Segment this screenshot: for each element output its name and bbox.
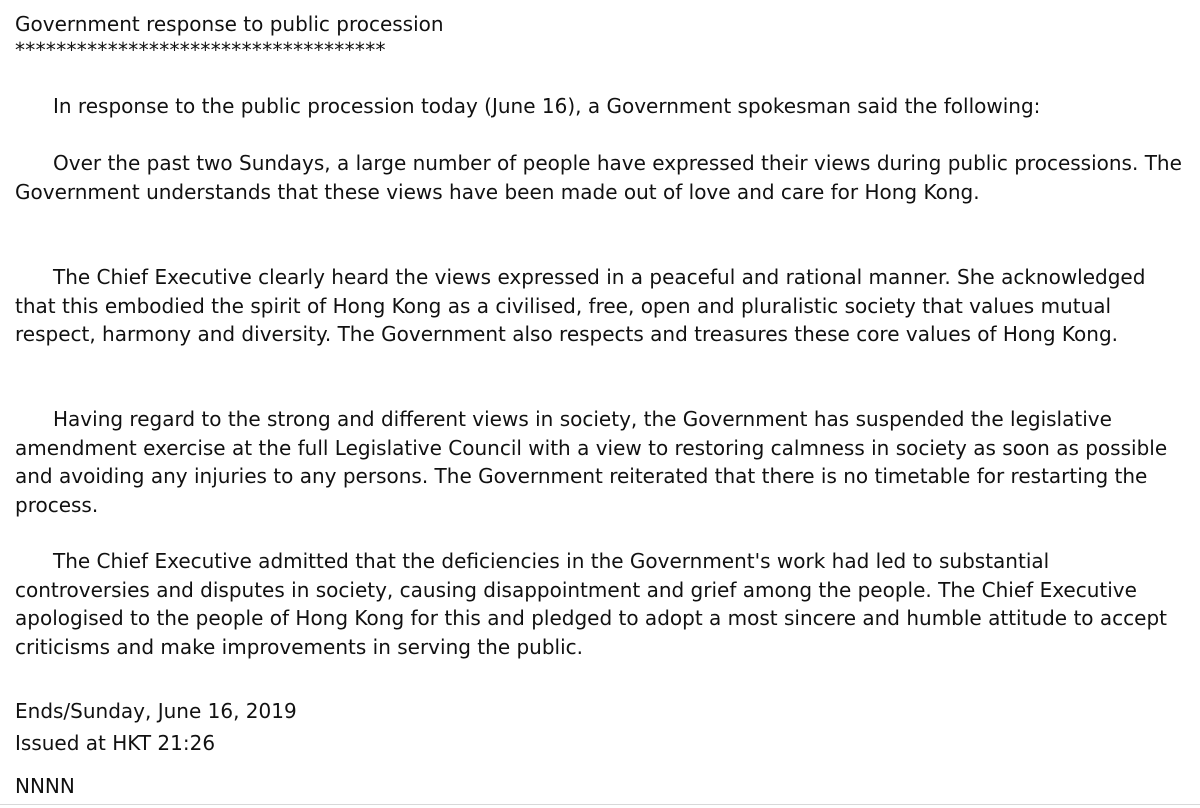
end-marker: NNNN bbox=[15, 774, 75, 798]
issued-time-line: Issued at HKT 21:26 bbox=[15, 731, 216, 755]
bottom-divider bbox=[0, 804, 1200, 805]
ends-date-line: Ends/Sunday, June 16, 2019 bbox=[15, 699, 297, 723]
paragraph-suspension: Having regard to the strong and different views in society, the Government has suspended the legislative amendment exercise at the full Legislative Council with a view to restoring calmness in society as soon as possible and avoiding any injuries to any persons. The Government reiterated that there is no timetable for restarting the process. bbox=[15, 407, 1168, 517]
paragraph-views: Over the past two Sundays, a large number of people have expressed their views during public processions. The Government understands that these views have been made out of love and care for Hong Kong. bbox=[15, 151, 1182, 204]
paragraph-intro: In response to the public procession today (June 16), a Government spokesman said the following: bbox=[53, 94, 1041, 118]
paragraph-apology: The Chief Executive admitted that the deficiencies in the Government's work had led to substantial controversies and disputes in society, causing disappointment and grief among the people. The Chief Executive apologised to the people of Hong Kong for this and pledged to adopt a most sincere and humble attitude to accept criticisms and make improvements in serving the public. bbox=[15, 549, 1167, 659]
paragraph-chief-executive-heard: The Chief Executive clearly heard the views expressed in a peaceful and rational manner. She acknowledged that this embodied the spirit of Hong Kong as a civilised, free, open and pluralistic society that values mutual respect, harmony and diversity. The Government also respects and treasures these core values of Hong Kong. bbox=[15, 265, 1146, 346]
document-title: Government response to public procession bbox=[15, 12, 444, 36]
title-separator: ************************************ bbox=[15, 38, 386, 62]
